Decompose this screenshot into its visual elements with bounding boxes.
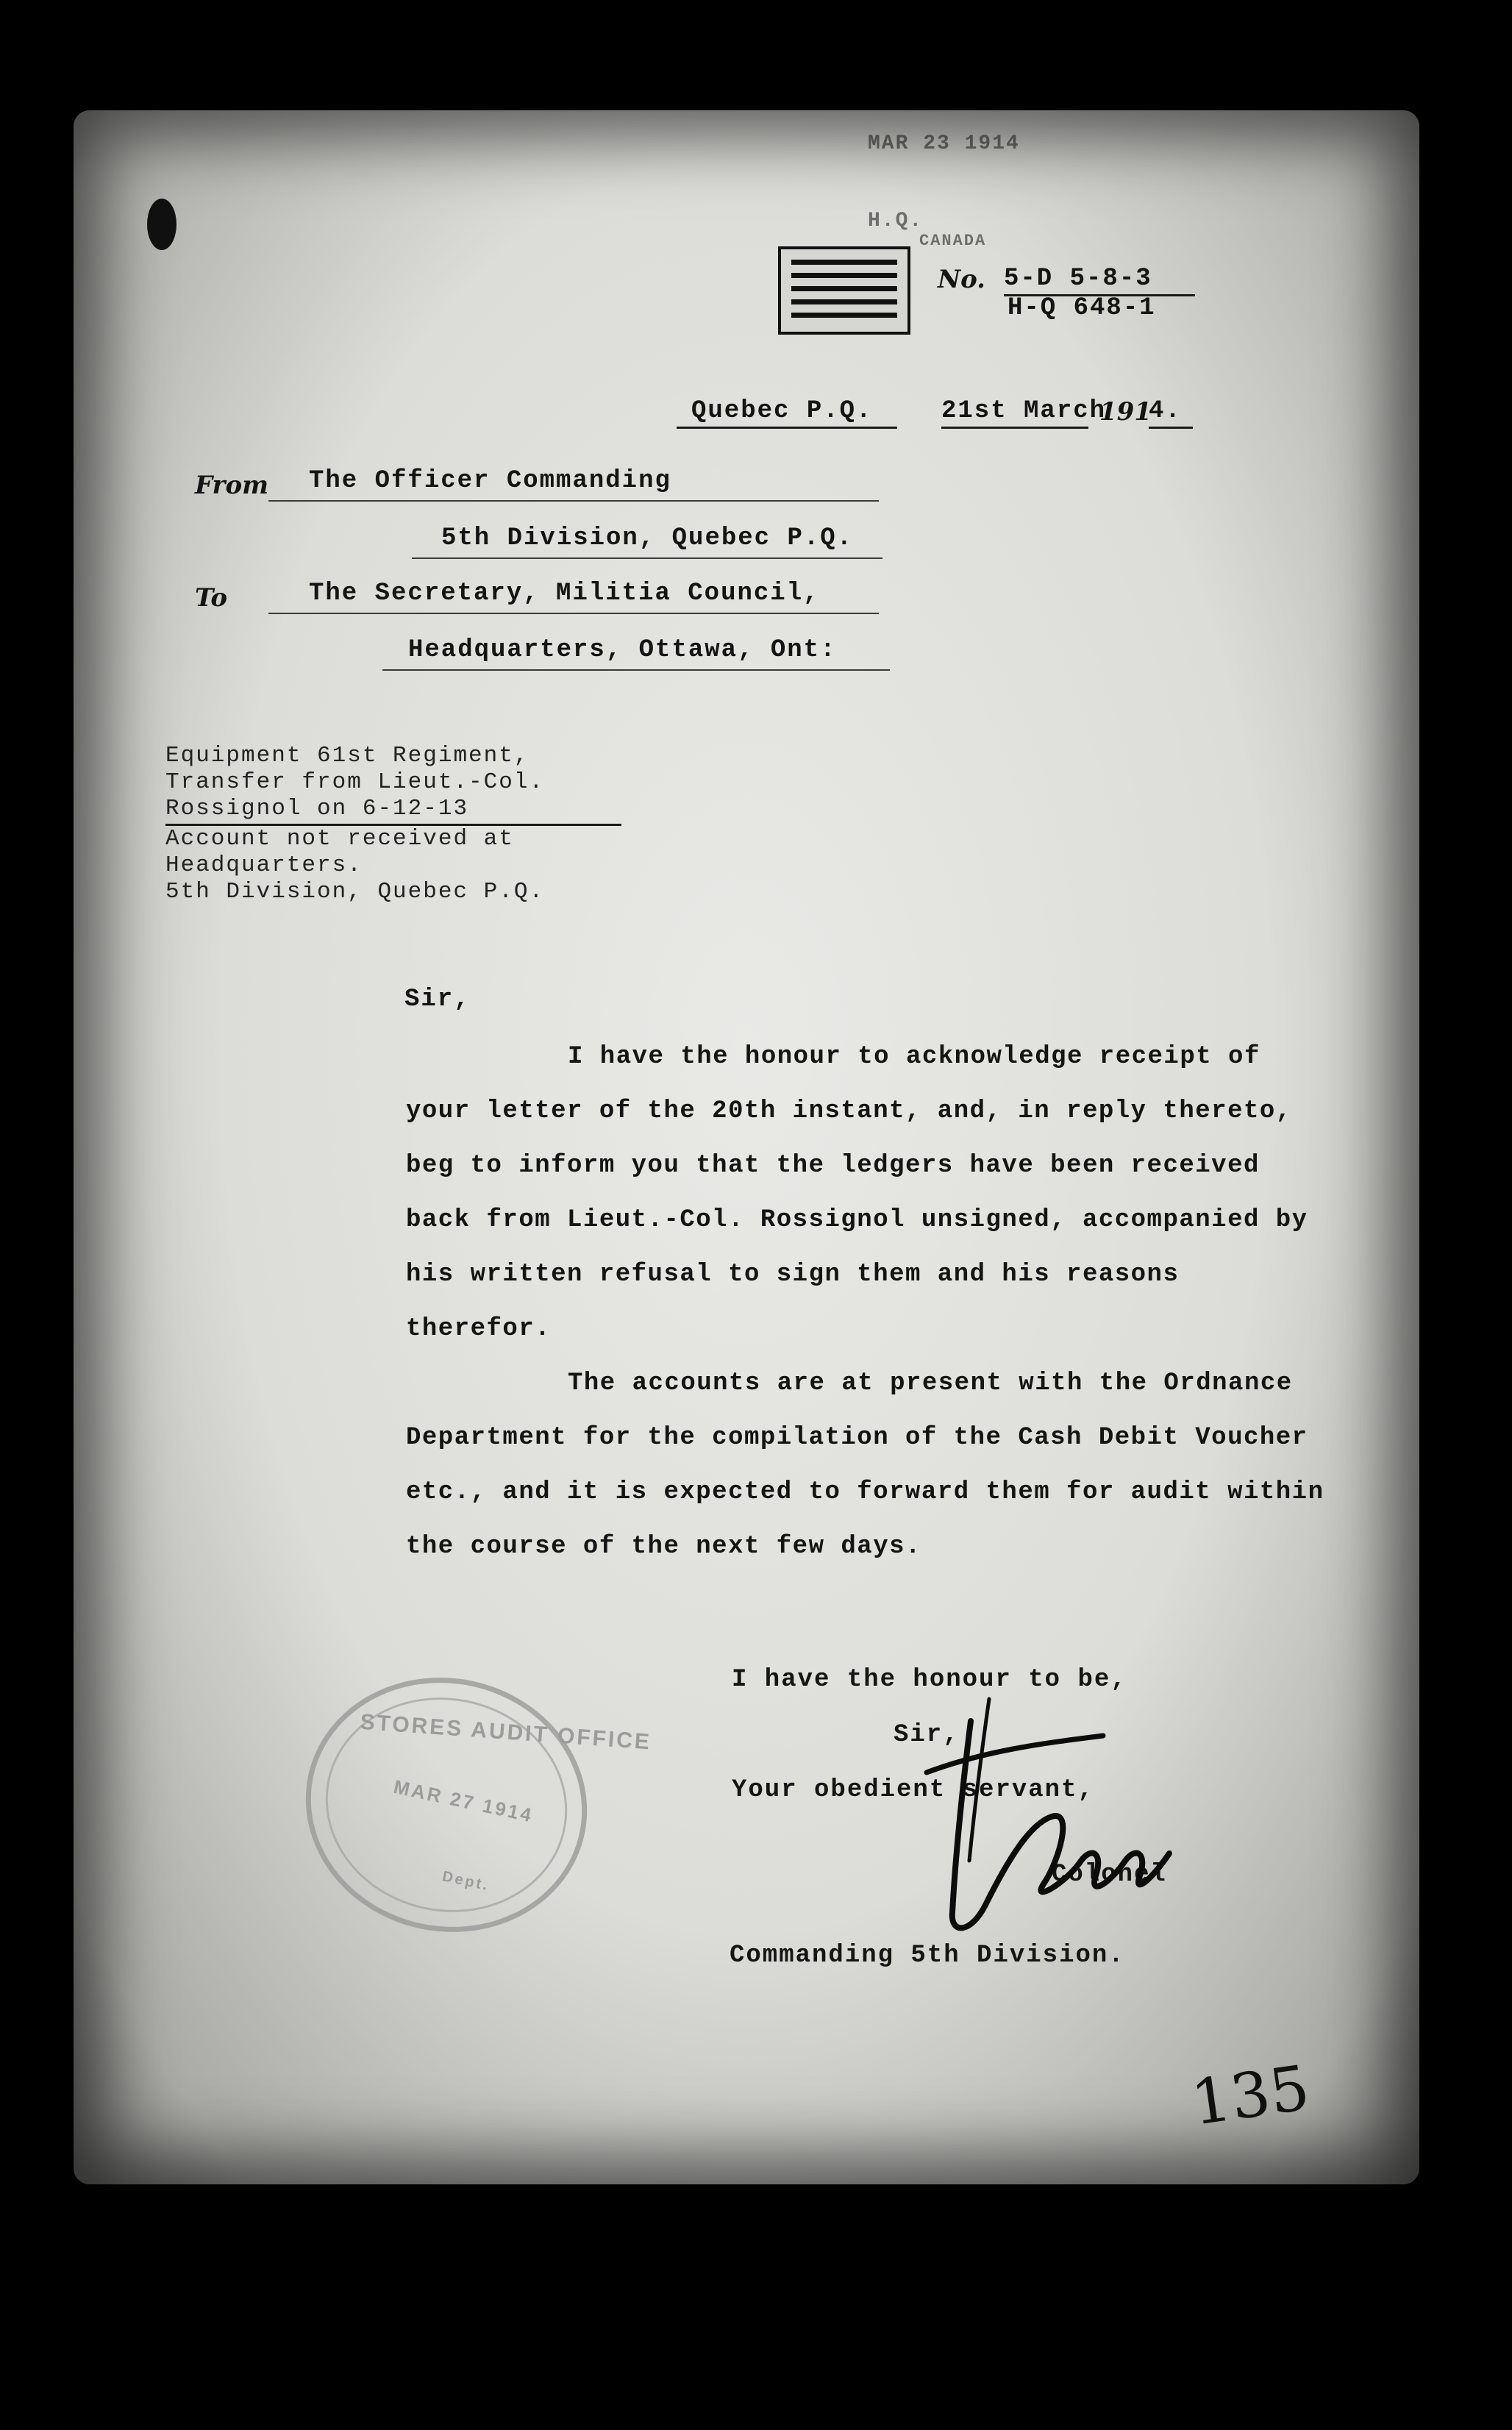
subject-line: 5th Division, Quebec P.Q. bbox=[165, 879, 545, 905]
from-line-1: The Officer Commanding bbox=[309, 467, 671, 495]
from-line-2: 5th Division, Quebec P.Q. bbox=[441, 524, 854, 552]
handwritten-page-number: 135 bbox=[1186, 2051, 1314, 2139]
reference-stamp-box bbox=[778, 246, 910, 335]
subject-line: Account not received at bbox=[165, 826, 514, 852]
closing-line-2: Sir, bbox=[894, 1721, 960, 1749]
signatory-title: Commanding 5th Division. bbox=[730, 1942, 1125, 1970]
to-line-2: Headquarters, Ottawa, Ont: bbox=[408, 636, 837, 664]
received-stamp-hq: H.Q. bbox=[868, 210, 924, 232]
audit-office-stamp bbox=[282, 1652, 652, 1958]
subject-line: Headquarters. bbox=[165, 852, 363, 878]
audit-stamp-text: STORES AUDIT OFFICE bbox=[359, 1709, 652, 1755]
received-stamp-canada: CANADA bbox=[919, 232, 987, 250]
letter-year-suffix: 4. bbox=[1149, 397, 1193, 429]
body-paragraph-1: I have the honour to acknowledge receipt of your letter of the 20th instant, and, in reply thereto, beg to inform you that the ledgers have been received back from Lieut.-Col. Rossignol unsigned, accompanied by his written refusal to sign them and his reasons therefor. bbox=[406, 1043, 1308, 1343]
subject-line: Transfer from Lieut.-Col. bbox=[165, 769, 545, 795]
document-page bbox=[74, 110, 1419, 2184]
from-label: From bbox=[195, 471, 269, 500]
subject-line: Rossignol on 6-12-13 bbox=[165, 796, 621, 826]
subject-line: Equipment 61st Regiment, bbox=[165, 743, 529, 769]
file-number-primary: 5-D 5-8-3 bbox=[1004, 265, 1195, 296]
file-number-label: No. bbox=[938, 265, 985, 294]
letter-date: 21st March bbox=[941, 397, 1088, 429]
received-stamp-date: MAR 23 1914 bbox=[868, 132, 1020, 155]
closing-line-3: Your obedient servant, bbox=[732, 1776, 1094, 1804]
audit-stamp-dept: Dept. bbox=[441, 1868, 491, 1895]
to-line-1: The Secretary, Militia Council, bbox=[309, 580, 820, 608]
file-number-secondary: H-Q 648-1 bbox=[1008, 294, 1156, 322]
to-label: To bbox=[195, 583, 228, 613]
signatory-rank: Colonel bbox=[1052, 1861, 1167, 1889]
body-paragraph-2: The accounts are at present with the Ordnance Department for the compilation of the Cash Debit Voucher etc., and it is expected to forward them for audit within the course of the next few days. bbox=[406, 1369, 1324, 1561]
salutation: Sir, bbox=[404, 986, 471, 1013]
closing-line-1: I have the honour to be, bbox=[732, 1666, 1127, 1694]
subject-block bbox=[165, 743, 621, 905]
letter-place: Quebec P.Q. bbox=[677, 397, 897, 429]
audit-stamp-date: MAR 27 1914 bbox=[391, 1775, 536, 1827]
punch-hole bbox=[147, 199, 176, 250]
handwritten-signature bbox=[882, 1692, 1191, 1964]
letter-year-prefix: 191 bbox=[1099, 397, 1152, 427]
